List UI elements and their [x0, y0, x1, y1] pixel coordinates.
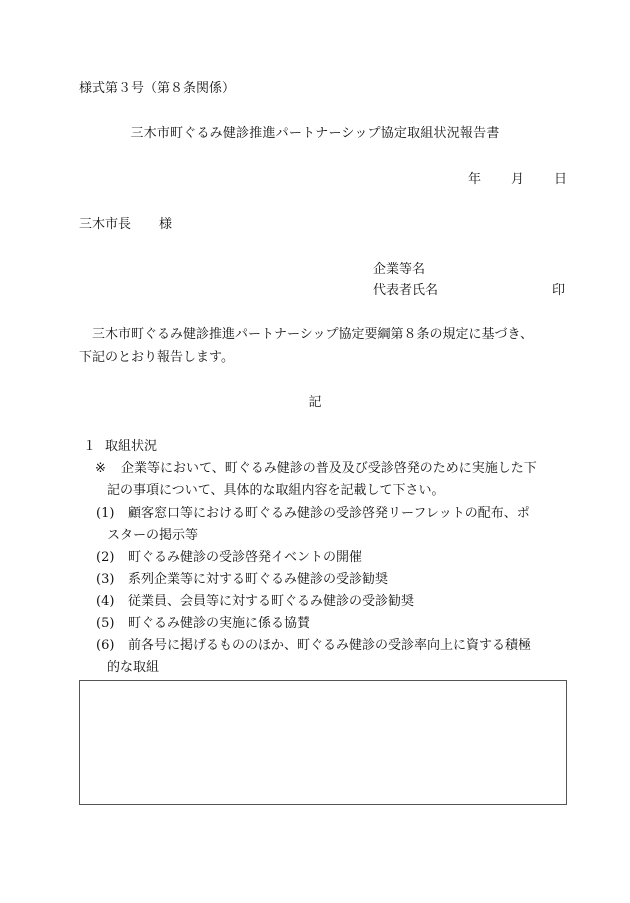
- date-row: [468, 172, 567, 188]
- addressee-suffix: 様: [159, 217, 173, 232]
- section-title: 取組状況: [105, 439, 158, 454]
- list-item-text: 前各号に掲げるもののほか、町ぐるみ健診の受診率向上に資する積極: [128, 638, 532, 653]
- list-item-number: (1): [96, 506, 115, 521]
- date-month-label: 月: [510, 172, 524, 187]
- list-item-number: (4): [96, 594, 115, 609]
- ki-heading: 記: [308, 395, 322, 410]
- addressee-name: 三木市長: [79, 217, 132, 232]
- body-text-line-1: 三木市町ぐるみ健診推進パートナーシップ協定要綱第８条の規定に基づき、: [79, 327, 533, 342]
- list-item-number: (6): [96, 638, 115, 653]
- list-item-text: 顧客窓口等における町ぐるみ健診の受診啓発リーフレットの配布、ポ: [128, 506, 530, 521]
- body-text-line-2: 下記のとおり報告します。: [79, 350, 234, 365]
- date-year-label: 年: [467, 172, 481, 187]
- answer-entry-box[interactable]: [79, 680, 567, 805]
- list-item-number: (5): [96, 616, 115, 631]
- note-line-1: 企業等において、町ぐるみ健診の普及及び受診啓発のために実施した下: [121, 461, 537, 476]
- representative-name-label: 代表者氏名: [373, 283, 439, 298]
- list-item-text: 従業員、会員等に対する町ぐるみ健診の受診勧奨: [128, 594, 415, 609]
- note-line-2: 記の事項について、具体的な取組内容を記載して下さい。: [107, 483, 445, 498]
- list-item-text: 系列企業等に対する町ぐるみ健診の受診勧奨: [128, 572, 389, 587]
- form-number: 様式第３号（第８条関係）: [79, 81, 236, 96]
- note-mark: ※: [95, 461, 106, 476]
- seal-mark: 印: [552, 283, 566, 298]
- document-title: 三木市町ぐるみ健診推進パートナーシップ協定取組状況報告書: [130, 126, 500, 141]
- addressee: [79, 217, 172, 233]
- list-item-text: 町ぐるみ健診の実施に係る協賛: [128, 616, 311, 631]
- list-item-text: 町ぐるみ健診の受診啓発イベントの開催: [128, 550, 363, 565]
- list-item-text-continued: スターの掲示等: [107, 528, 199, 543]
- date-day-label: 日: [553, 172, 567, 187]
- company-name-label: 企業等名: [373, 262, 426, 277]
- section-number: １: [83, 439, 97, 454]
- list-item-number: (2): [96, 550, 115, 565]
- list-item-text-continued: 的な取組: [107, 660, 160, 675]
- list-item-number: (3): [96, 572, 115, 587]
